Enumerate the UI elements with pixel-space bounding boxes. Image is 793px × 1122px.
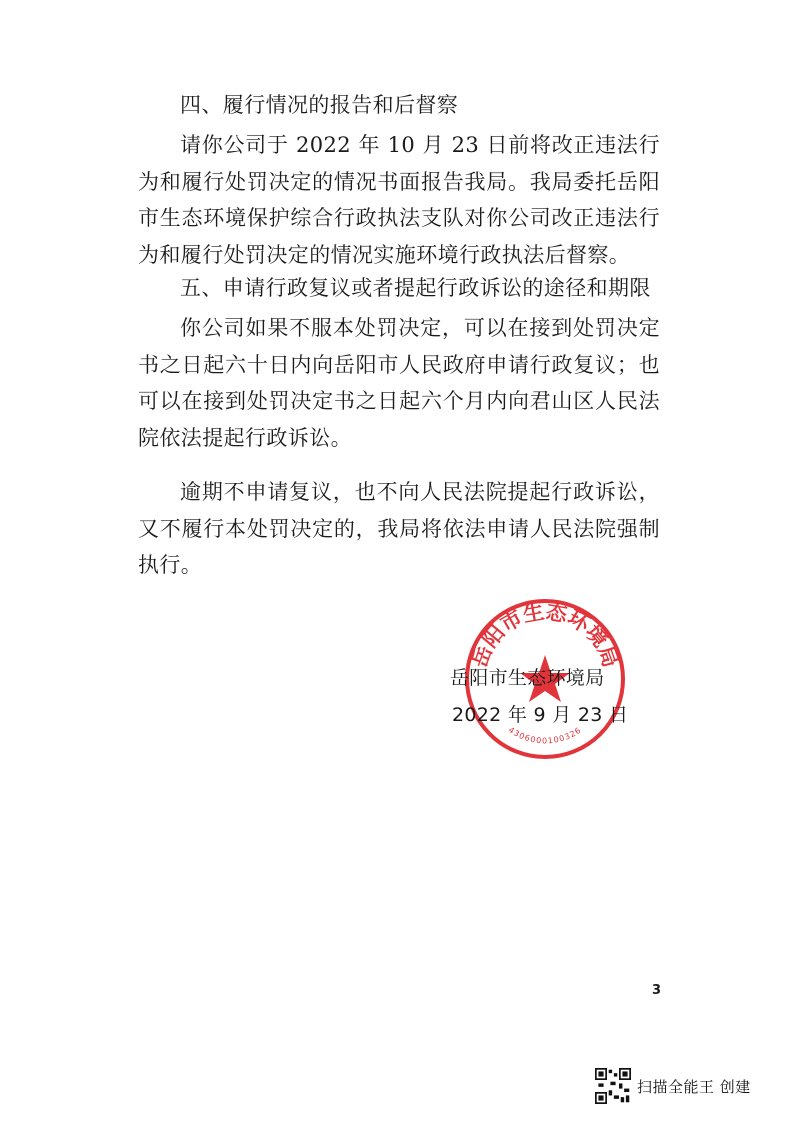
issue-date: 2022 年 9 月 23 日 <box>452 704 629 726</box>
section-5-heading: 五、申请行政复议或者提起行政诉讼的途径和期限 <box>180 276 651 300</box>
scanner-app-credit: 扫描全能王 创建 <box>637 1077 751 1096</box>
section-5-paragraph-1: 你公司如果不服本处罚决定，可以在接到处罚决定书之日起六十日内向岳阳市人民政府申请行政复议；也可以在接到处罚决定书之日起六个月内向君山区人民法院依法提起行政诉讼。 <box>138 316 660 450</box>
seal-code: 4306000100326 <box>506 725 584 746</box>
section-5-paragraph-2: 逾期不申请复议，也不向人民法院提起行政诉讼，又不履行本处罚决定的，我局将依法申请人民法院强制执行。 <box>138 480 660 577</box>
qr-code-icon <box>595 1068 631 1104</box>
section-4-paragraph: 请你公司于 2022 年 10 月 23 日前将改正违法行为和履行处罚决定的情况书面报告我局。我局委托岳阳市生态环境保护综合行政执法支队对你公司改正违法行为和履行处罚决定的情况实施环境行政执法后督察。 <box>138 133 660 267</box>
issuer-name: 岳阳市生态环境局 <box>450 667 605 689</box>
svg-text:4306000100326 <box>507 725 583 745</box>
scanner-watermark <box>595 1068 751 1104</box>
seal-name: 岳阳市生态环境局 <box>466 598 624 671</box>
section-4-heading: 四、履行情况的报告和后督察 <box>180 93 459 117</box>
page-number: 3 <box>652 983 662 998</box>
